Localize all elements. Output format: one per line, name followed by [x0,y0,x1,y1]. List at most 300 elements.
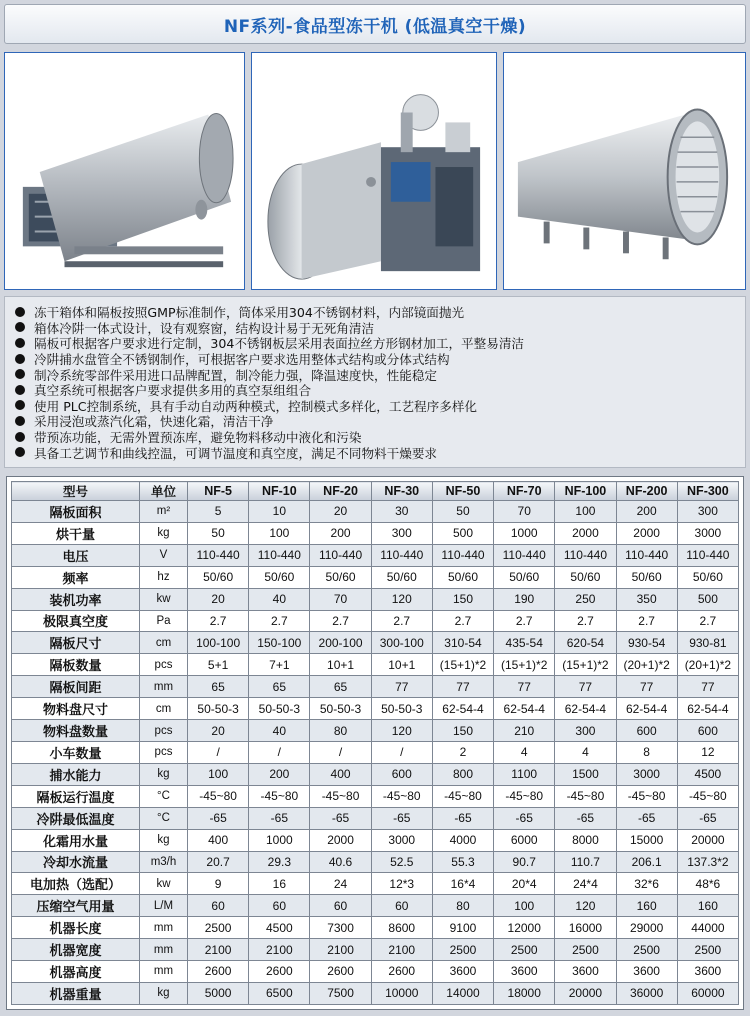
header-model-nf-10: NF-10 [249,482,310,501]
value-cell: 77 [432,676,493,698]
value-cell: 3600 [677,961,738,983]
unit-cell: kg [140,829,188,851]
value-cell: 110-440 [616,544,677,566]
value-cell: 2.7 [249,610,310,632]
value-cell: 1000 [249,829,310,851]
value-cell: 2500 [432,939,493,961]
value-cell: 2500 [555,939,616,961]
table-row [12,741,739,763]
unit-cell: m3/h [140,851,188,873]
value-cell: 29.3 [249,851,310,873]
feature-text: 真空系统可根据客户要求提供多用的真空泵组组合 [34,383,312,399]
value-cell: 100 [555,501,616,523]
value-cell: 60 [310,895,371,917]
feature-text: 箱体冷阱一体式设计，设有观察窗，结构设计易于无死角清洁 [34,320,375,336]
value-cell: 206.1 [616,851,677,873]
table-row [12,632,739,654]
value-cell: 2500 [188,917,249,939]
title-bar [4,4,746,44]
table-row [12,522,739,544]
table-row [12,895,739,917]
header-model-nf-50: NF-50 [432,482,493,501]
value-cell: 10+1 [371,654,432,676]
value-cell: 200 [310,522,371,544]
value-cell: 44000 [677,917,738,939]
value-cell: 62-54-4 [432,698,493,720]
value-cell: 50 [432,501,493,523]
value-cell: -45~80 [249,785,310,807]
value-cell: 435-54 [494,632,555,654]
value-cell: 300-100 [371,632,432,654]
value-cell: 110-440 [677,544,738,566]
bullet-icon [15,307,25,317]
value-cell: 120 [371,720,432,742]
row-label: 物料盘尺寸 [12,698,140,720]
unit-cell: mm [140,961,188,983]
value-cell: 2600 [310,961,371,983]
row-label: 机器宽度 [12,939,140,961]
value-cell: 1500 [555,763,616,785]
unit-cell: Pa [140,610,188,632]
value-cell: 620-54 [555,632,616,654]
value-cell: (15+1)*2 [432,654,493,676]
value-cell: -45~80 [616,785,677,807]
value-cell: / [188,741,249,763]
value-cell: 2.7 [616,610,677,632]
feature-list [4,296,746,468]
value-cell: 310-54 [432,632,493,654]
value-cell: 50-50-3 [310,698,371,720]
value-cell: 8000 [555,829,616,851]
table-row [12,939,739,961]
table-row [12,917,739,939]
bullet-icon [15,400,25,410]
value-cell: 3600 [494,961,555,983]
value-cell: 9100 [432,917,493,939]
table-row [12,566,739,588]
value-cell: (20+1)*2 [616,654,677,676]
value-cell: 100-100 [188,632,249,654]
value-cell: 250 [555,588,616,610]
value-cell: 110-440 [188,544,249,566]
value-cell: 65 [188,676,249,698]
unit-cell: °C [140,807,188,829]
row-label: 机器高度 [12,961,140,983]
header-model: 型号 [12,482,140,501]
table-row [12,654,739,676]
header-unit: 单位 [140,482,188,501]
value-cell: 137.3*2 [677,851,738,873]
row-label: 化霜用水量 [12,829,140,851]
value-cell: 20000 [555,982,616,1004]
unit-cell: kw [140,873,188,895]
value-cell: 2100 [249,939,310,961]
value-cell: 10+1 [310,654,371,676]
row-label: 冷却水流量 [12,851,140,873]
value-cell: 2000 [310,829,371,851]
value-cell: 12000 [494,917,555,939]
bullet-icon [15,416,25,426]
value-cell: 62-54-4 [616,698,677,720]
value-cell: -45~80 [677,785,738,807]
row-label: 隔板尺寸 [12,632,140,654]
value-cell: 2.7 [310,610,371,632]
value-cell: 2.7 [677,610,738,632]
header-model-nf-20: NF-20 [310,482,371,501]
row-label: 机器长度 [12,917,140,939]
value-cell: 5 [188,501,249,523]
value-cell: 400 [188,829,249,851]
value-cell: / [249,741,310,763]
value-cell: 2500 [616,939,677,961]
bullet-icon [15,447,25,457]
unit-cell: kg [140,763,188,785]
value-cell: 110-440 [310,544,371,566]
value-cell: 70 [494,501,555,523]
value-cell: -65 [249,807,310,829]
spec-table-panel [6,476,744,1010]
feature-text: 冷阱捕水盘管全不锈钢制作，可根据客户要求选用整体式结构或分体式结构 [34,352,450,368]
value-cell: 80 [432,895,493,917]
value-cell: 150 [432,720,493,742]
value-cell: 90.7 [494,851,555,873]
value-cell: 930-54 [616,632,677,654]
feature-text: 冻干箱体和隔板按照GMP标准制作，筒体采用304不锈钢材料，内部镜面抛光 [34,305,465,321]
value-cell: 6500 [249,982,310,1004]
header-model-nf-30: NF-30 [371,482,432,501]
value-cell: -65 [371,807,432,829]
bullet-icon [15,432,25,442]
value-cell: 24*4 [555,873,616,895]
value-cell: 100 [249,522,310,544]
value-cell: 150 [432,588,493,610]
value-cell: 2100 [310,939,371,961]
value-cell: 4 [555,741,616,763]
value-cell: 20 [310,501,371,523]
feature-text: 使用 PLC控制系统，具有手动自动两种模式，控制模式多样化，工艺程序多样化 [34,398,478,414]
unit-cell: pcs [140,741,188,763]
spec-table [11,481,739,1005]
value-cell: 50-50-3 [371,698,432,720]
value-cell: -65 [310,807,371,829]
value-cell: 2600 [249,961,310,983]
unit-cell: mm [140,676,188,698]
value-cell: 1100 [494,763,555,785]
row-label: 装机功率 [12,588,140,610]
value-cell: 2 [432,741,493,763]
table-row [12,807,739,829]
value-cell: 3600 [432,961,493,983]
table-row [12,698,739,720]
value-cell: -65 [494,807,555,829]
value-cell: 20 [188,720,249,742]
bullet-icon [15,369,25,379]
value-cell: 62-54-4 [555,698,616,720]
unit-cell: pcs [140,720,188,742]
value-cell: 50/60 [555,566,616,588]
table-row [12,544,739,566]
value-cell: 200-100 [310,632,371,654]
value-cell: -65 [677,807,738,829]
value-cell: 12 [677,741,738,763]
row-label: 冷阱最低温度 [12,807,140,829]
unit-cell: pcs [140,654,188,676]
value-cell: -45~80 [494,785,555,807]
table-body [12,501,739,1005]
value-cell: 15000 [616,829,677,851]
value-cell: 24 [310,873,371,895]
row-label: 隔板面积 [12,501,140,523]
value-cell: 3000 [677,522,738,544]
value-cell: 50-50-3 [249,698,310,720]
value-cell: 2000 [555,522,616,544]
value-cell: -65 [555,807,616,829]
bullet-icon [15,385,25,395]
value-cell: 50/60 [677,566,738,588]
feature-text: 采用浸泡或蒸汽化霜，快速化霜，清洁干净 [34,414,274,430]
value-cell: 65 [249,676,310,698]
unit-cell: L/M [140,895,188,917]
value-cell: 8 [616,741,677,763]
unit-cell: cm [140,632,188,654]
value-cell: 52.5 [371,851,432,873]
value-cell: 60 [188,895,249,917]
unit-cell: cm [140,698,188,720]
value-cell: 3600 [555,961,616,983]
value-cell: 20.7 [188,851,249,873]
value-cell: 300 [371,522,432,544]
table-row [12,873,739,895]
row-label: 频率 [12,566,140,588]
value-cell: 50/60 [188,566,249,588]
row-label: 极限真空度 [12,610,140,632]
value-cell: 2600 [188,961,249,983]
value-cell: 2500 [677,939,738,961]
value-cell: (15+1)*2 [555,654,616,676]
value-cell: 70 [310,588,371,610]
value-cell: -45~80 [432,785,493,807]
unit-cell: mm [140,939,188,961]
value-cell: 4000 [432,829,493,851]
header-model-nf-200: NF-200 [616,482,677,501]
value-cell: 3000 [616,763,677,785]
value-cell: 60000 [677,982,738,1004]
value-cell: 2100 [371,939,432,961]
value-cell: 3600 [616,961,677,983]
value-cell: 10 [249,501,310,523]
freeze-dryer-machine-image-3-graphic [504,53,745,289]
value-cell: 2.7 [371,610,432,632]
row-label: 电压 [12,544,140,566]
value-cell: 77 [371,676,432,698]
bullet-icon [15,354,25,364]
row-label: 小车数量 [12,741,140,763]
value-cell: (20+1)*2 [677,654,738,676]
row-label: 机器重量 [12,982,140,1004]
table-row [12,982,739,1004]
value-cell: 4 [494,741,555,763]
value-cell: 62-54-4 [494,698,555,720]
feature-text: 隔板可根据客户要求进行定制，304不锈钢板层采用表面拉丝方形钢材加工，平整易清洁 [34,336,525,352]
row-label: 压缩空气用量 [12,895,140,917]
value-cell: 160 [677,895,738,917]
value-cell: 50/60 [310,566,371,588]
unit-cell: m² [140,501,188,523]
value-cell: / [310,741,371,763]
value-cell: 20000 [677,829,738,851]
value-cell: 16000 [555,917,616,939]
value-cell: 110-440 [432,544,493,566]
feature-text: 制冷系统零部件采用进口品牌配置，制冷能力强，降温速度快，性能稳定 [34,367,437,383]
feature-text: 带预冻功能，无需外置预冻库，避免物料移动中液化和污染 [34,430,362,446]
row-label: 隔板数量 [12,654,140,676]
table-row [12,763,739,785]
value-cell: 29000 [616,917,677,939]
value-cell: 77 [555,676,616,698]
value-cell: 160 [616,895,677,917]
value-cell: 40 [249,720,310,742]
table-row [12,588,739,610]
value-cell: 500 [432,522,493,544]
value-cell: 2600 [371,961,432,983]
value-cell: 600 [371,763,432,785]
value-cell: 7+1 [249,654,310,676]
value-cell: 150-100 [249,632,310,654]
value-cell: 100 [188,763,249,785]
value-cell: 2.7 [494,610,555,632]
table-row [12,676,739,698]
value-cell: 200 [616,501,677,523]
value-cell: 40 [249,588,310,610]
value-cell: 5000 [188,982,249,1004]
value-cell: 16*4 [432,873,493,895]
bullet-icon [15,338,25,348]
value-cell: 10000 [371,982,432,1004]
value-cell: 4500 [249,917,310,939]
value-cell: 4500 [677,763,738,785]
value-cell: 80 [310,720,371,742]
row-label: 捕水能力 [12,763,140,785]
value-cell: 7300 [310,917,371,939]
value-cell: 210 [494,720,555,742]
value-cell: 16 [249,873,310,895]
value-cell: 110-440 [494,544,555,566]
value-cell: -45~80 [188,785,249,807]
row-label: 烘干量 [12,522,140,544]
value-cell: 14000 [432,982,493,1004]
value-cell: 2500 [494,939,555,961]
value-cell: 300 [555,720,616,742]
value-cell: -45~80 [310,785,371,807]
value-cell: 60 [249,895,310,917]
header-model-nf-5: NF-5 [188,482,249,501]
unit-cell: hz [140,566,188,588]
value-cell: 20 [188,588,249,610]
value-cell: 100 [494,895,555,917]
value-cell: 2.7 [555,610,616,632]
value-cell: 110.7 [555,851,616,873]
value-cell: 2100 [188,939,249,961]
unit-cell: kg [140,982,188,1004]
value-cell: 20*4 [494,873,555,895]
freeze-dryer-machine-image-2 [251,52,497,290]
row-label: 电加热（选配） [12,873,140,895]
row-label: 隔板间距 [12,676,140,698]
value-cell: 18000 [494,982,555,1004]
unit-cell: kw [140,588,188,610]
value-cell: 600 [677,720,738,742]
value-cell: 120 [555,895,616,917]
value-cell: 50 [188,522,249,544]
value-cell: 5+1 [188,654,249,676]
value-cell: 110-440 [371,544,432,566]
table-row [12,829,739,851]
value-cell: 30 [371,501,432,523]
value-cell: 7500 [310,982,371,1004]
value-cell: 400 [310,763,371,785]
value-cell: 60 [371,895,432,917]
value-cell: -45~80 [555,785,616,807]
value-cell: 55.3 [432,851,493,873]
value-cell: 350 [616,588,677,610]
value-cell: 50/60 [371,566,432,588]
unit-cell: kg [140,522,188,544]
feature-item [15,444,745,460]
value-cell: 77 [616,676,677,698]
table-header-row [12,482,739,501]
value-cell: 2000 [616,522,677,544]
row-label: 物料盘数量 [12,720,140,742]
value-cell: 50-50-3 [188,698,249,720]
value-cell: 77 [677,676,738,698]
header-model-nf-300: NF-300 [677,482,738,501]
bullet-icon [15,322,25,332]
unit-cell: V [140,544,188,566]
value-cell: 9 [188,873,249,895]
value-cell: 40.6 [310,851,371,873]
value-cell: 36000 [616,982,677,1004]
value-cell: 12*3 [371,873,432,895]
value-cell: 110-440 [249,544,310,566]
value-cell: 200 [249,763,310,785]
unit-cell: mm [140,917,188,939]
value-cell: 110-440 [555,544,616,566]
value-cell: 6000 [494,829,555,851]
freeze-dryer-machine-image-1-graphic [5,53,244,289]
value-cell: 600 [616,720,677,742]
header-model-nf-100: NF-100 [555,482,616,501]
table-row [12,851,739,873]
freeze-dryer-machine-image-3 [503,52,746,290]
table-row [12,610,739,632]
value-cell: 1000 [494,522,555,544]
value-cell: / [371,741,432,763]
header-model-nf-70: NF-70 [494,482,555,501]
value-cell: 62-54-4 [677,698,738,720]
value-cell: 50/60 [616,566,677,588]
table-row [12,961,739,983]
value-cell: 8600 [371,917,432,939]
value-cell: 300 [677,501,738,523]
value-cell: 190 [494,588,555,610]
value-cell: -65 [432,807,493,829]
value-cell: (15+1)*2 [494,654,555,676]
value-cell: 800 [432,763,493,785]
table-row [12,720,739,742]
value-cell: -65 [188,807,249,829]
value-cell: 500 [677,588,738,610]
table-row [12,501,739,523]
